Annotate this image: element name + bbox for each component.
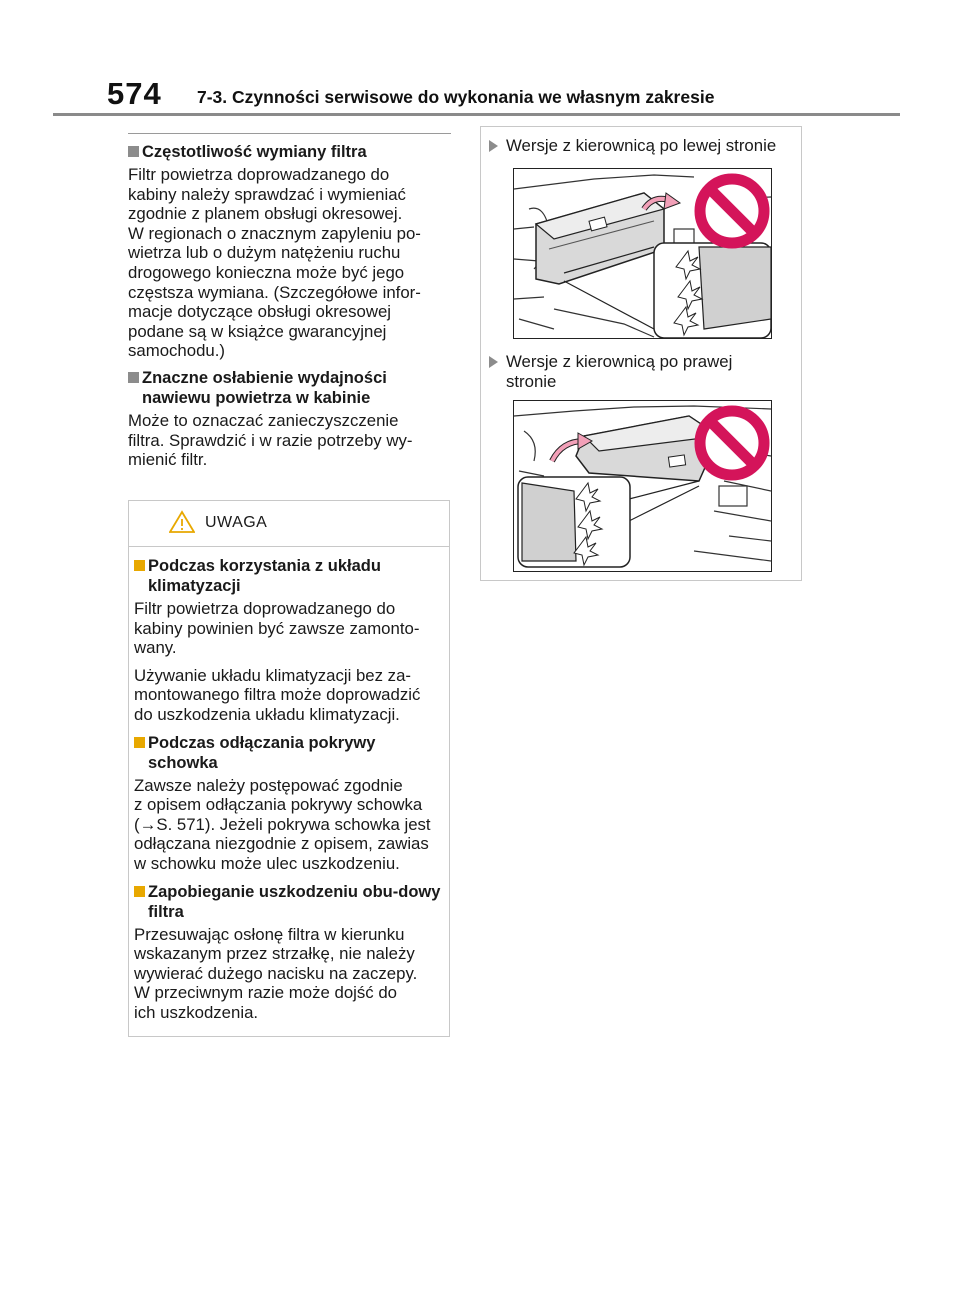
detail-inset xyxy=(654,243,771,338)
prohibited-icon xyxy=(700,411,764,475)
bullet-square-icon xyxy=(134,560,145,571)
warning-title: UWAGA xyxy=(205,514,268,531)
bullet-triangle-icon xyxy=(489,140,498,152)
section-text-airflow: Może to oznaczać zanieczyszczenie filtra. Sprawdzić i w razie potrzeby wy- mienić filtr. xyxy=(128,410,413,470)
warning-triangle-icon xyxy=(169,510,195,534)
bullet-square-icon xyxy=(128,372,139,383)
figure-lhd xyxy=(513,168,772,339)
bullet-square-icon xyxy=(128,146,139,157)
bullet-square-icon xyxy=(134,737,145,748)
section-text-filter-interval: Filtr powietrza doprowadzanego do kabiny należy sprawdzać i wymieniać zgodnie z planem obsługi okresowej. W regionach o znacznym zapyleniu po- wietrza lub o dużym natężeniu ruchu drogowego konieczna może być jego częstsza wymiana. (Szczegółowe infor- macje dotyczące obsługi okresowej podane są w książce gwarancyjnej samochodu.) xyxy=(128,165,421,361)
filter-removal-illustration-lhd xyxy=(514,169,771,338)
section-heading-filter-interval: Częstotliwość wymiany filtra xyxy=(128,142,451,162)
warning-header xyxy=(129,501,449,547)
warning-text: Przesuwając osłonę filtra w kierunku wskazanym przez strzałkę, nie należy wywierać dużego nacisku na zaczepy. W przeciwnym razie może dojść do ich uszkodzenia. xyxy=(134,924,418,1022)
warning-heading-filter-housing: Zapobieganie uszkodzeniu obu-dowy filtra xyxy=(134,882,443,922)
bullet-triangle-icon xyxy=(489,356,498,368)
left-column xyxy=(128,133,451,477)
illustration-panel xyxy=(480,126,802,581)
warning-text: Używanie układu klimatyzacji bez za- montowanego filtra może doprowadzić do uszkodzenia układu klimatyzacji. xyxy=(134,665,421,724)
prohibited-icon xyxy=(700,179,764,243)
section-heading-airflow: Znaczne osłabienie wydajności nawiewu powietrza w kabinie xyxy=(128,368,451,408)
figure-rhd xyxy=(513,400,772,572)
bullet-square-icon xyxy=(134,886,145,897)
warning-text: Filtr powietrza doprowadzanego do kabiny powinien być zawsze zamonto- wany. xyxy=(134,599,420,658)
chapter-title: 7-3. Czynności serwisowe do wykonania we własnym zakresie xyxy=(197,87,715,107)
filter-removal-illustration-rhd xyxy=(514,401,771,571)
variant-label-lhd: Wersje z kierownicą po lewej stronie xyxy=(487,136,776,156)
page-header xyxy=(0,0,960,118)
warning-body xyxy=(129,547,449,1023)
warning-heading-ac: Podczas korzystania z układu klimatyzacji xyxy=(134,556,443,596)
header-divider xyxy=(53,113,900,116)
arrow-head-icon xyxy=(664,193,680,209)
variant-label-rhd: Wersje z kierownicą po prawej stronie xyxy=(487,352,732,392)
detail-inset xyxy=(518,477,630,567)
warning-text: Zawsze należy postępować zgodnie z opisem odłączania pokrywy schowka (→S. 571). Jeżeli pokrywa schowka jest odłączana niezgodnie z opisem, zawias w schowku może ulec uszkodzeniu. xyxy=(134,775,431,873)
page-number: 574 xyxy=(107,76,162,111)
warning-box xyxy=(128,500,450,1037)
section-divider xyxy=(128,133,451,134)
warning-heading-glovebox: Podczas odłączania pokrywy schowka xyxy=(134,733,443,773)
